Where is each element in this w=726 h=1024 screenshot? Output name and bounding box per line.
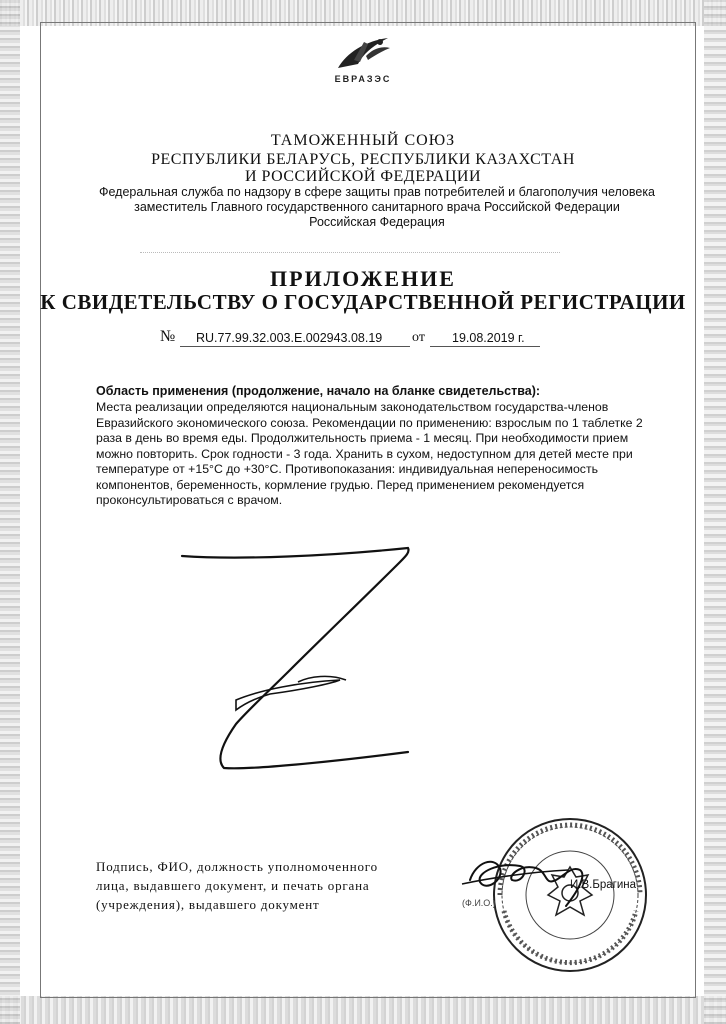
date-label: от xyxy=(412,330,425,345)
agency-line-1: Федеральная служба по надзору в сфере защиты прав потребителей и благополучия человека xyxy=(98,185,656,199)
scope-line: компонентов, беременность, кормление грудью. Перед применением рекомендуется xyxy=(96,477,585,492)
number-underline xyxy=(180,346,410,347)
appendix-title: ПРИЛОЖЕНИЕ xyxy=(270,266,456,291)
scope-line: температуре от +15°С до +30°С. Противопоказания: индивидуальная непереносимость xyxy=(96,462,598,476)
eurasec-logo xyxy=(318,30,408,92)
agency-line-2: заместитель Главного государственного санитарного врача Российской Федерации xyxy=(134,200,620,214)
number-label: № xyxy=(160,328,176,345)
scope-line: проконсультироваться с врачом. xyxy=(96,493,283,507)
footer-line-2: лица, выдавшего документ, и печать органа xyxy=(96,878,370,893)
scope-line: раза в день во время еды. Продолжительность приема - 1 месяц. При необходимости прием xyxy=(96,431,629,445)
logo-text: ЕВРАЗЭС xyxy=(334,74,392,84)
signer-caption: (Ф.И.О.) xyxy=(462,898,496,908)
union-title: ТАМОЖЕННЫЙ СОЮЗ xyxy=(270,132,456,149)
scope-line: Евразийского экономического союза. Рекомендации по применению: взрослым по 1 таблетке 2 xyxy=(96,415,643,430)
signer-name: И.В.Брагина xyxy=(570,879,637,891)
scan-edge-bottom xyxy=(0,996,726,1024)
scope-line: Места реализации определяются национальным законодательством государства-членов xyxy=(96,400,609,414)
date-underline xyxy=(430,346,540,347)
official-seal-icon xyxy=(490,815,650,975)
scope-title: Область применения (продолжение, начало на бланке свидетельства): xyxy=(96,384,541,398)
republics-line-2: И РОССИЙСКОЙ ФЕДЕРАЦИИ xyxy=(244,168,482,185)
footer-line-1: Подпись, ФИО, должность уполномоченного xyxy=(96,859,378,874)
appendix-subtitle: К СВИДЕТЕЛЬСТВУ О ГОСУДАРСТВЕННОЙ РЕГИСТРАЦИИ xyxy=(40,290,686,314)
registration-date: 19.08.2019 г. xyxy=(452,331,525,345)
scope-line: можно повторить. Срок годности - 3 года. Хранить в сухом, недоступном для детей месте при xyxy=(96,446,633,461)
faint-divider xyxy=(140,252,560,254)
scope-text xyxy=(96,400,643,509)
registration-number: RU.77.99.32.003.Е.002943.08.19 xyxy=(196,331,383,345)
footer-line-3: (учреждения), выдавшего документ xyxy=(96,897,320,912)
eurasec-emblem-icon xyxy=(318,30,408,76)
republics-line-1: РЕСПУБЛИКИ БЕЛАРУСЬ, РЕСПУБЛИКИ КАЗАХСТАН xyxy=(151,151,575,168)
agency-line-3: Российская Федерация xyxy=(309,215,445,229)
